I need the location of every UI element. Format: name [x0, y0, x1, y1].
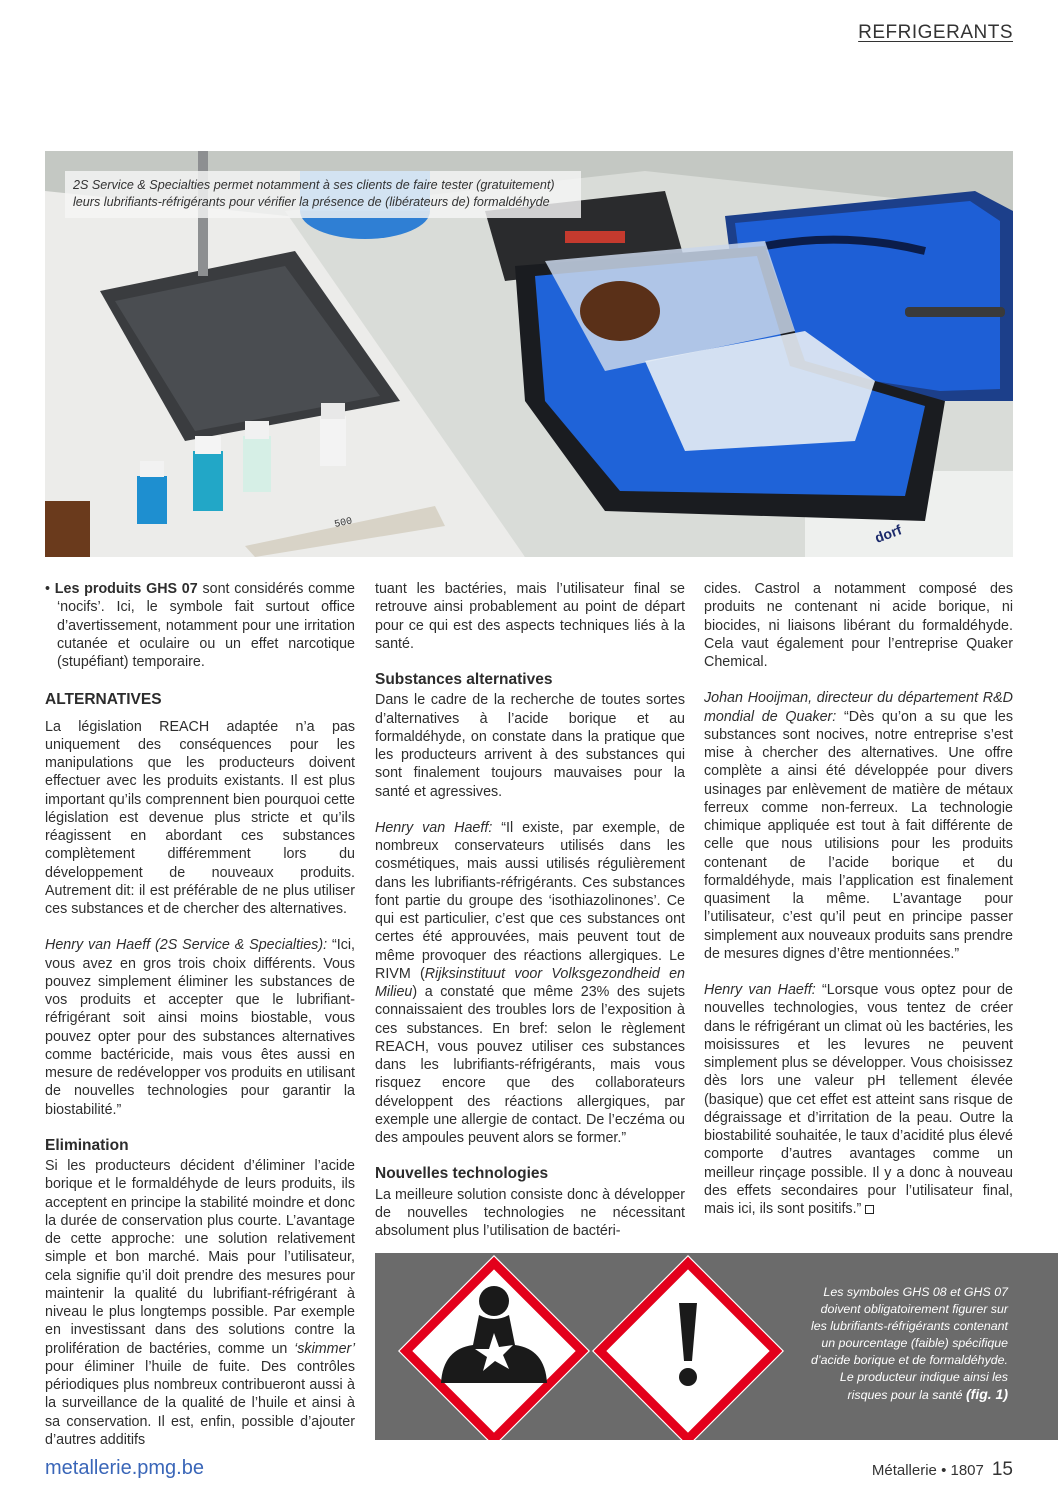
heading-alternatives: ALTERNATIVES [45, 691, 162, 709]
quote-paragraph [375, 819, 685, 1148]
quote-speaker: Henry van Haeff: [704, 982, 816, 998]
health-hazard-icon [398, 1255, 590, 1440]
quote-speaker: Henry van Haeff: [375, 819, 493, 836]
exclamation-mark-icon [592, 1255, 784, 1440]
box-brand-label: dorf [872, 521, 904, 546]
paragraph-part: pour éliminer l’huile de fuite. Des contrôles périodiques plus nombreux contribueront aussi à la surveillance de la qualité de l’huile et ainsi à sa conservation. Il est, enfin, possible d’ajouter d’autres additifs [45, 1358, 355, 1448]
ghs-caption [803, 1284, 1008, 1404]
heading-elimination: Elimination [45, 1136, 129, 1154]
quote-paragraph [45, 936, 355, 1119]
paragraph-part: Si les producteurs décident d’éliminer l’acide borique et le formaldéhyde de leurs produits, ils acceptent en principe la stabilité moindre et donc la durée de conservation plus courte. L’avantage de cette approche: une solution relativement simple et bon marché. Mais pour l’utilisateur, cela signifie qu’il doit prendre des mesures pour maintenir la qualité du lubrifiant-réfrigérant à niveau le plus longtemps possible. Par exemple en investissant dans des solutions contre la prolifération de bactéries, comme un [45, 1158, 355, 1357]
lab-photo [45, 151, 1013, 557]
footer-issue [872, 1459, 1013, 1481]
quote-paragraph [704, 981, 1013, 1218]
quote-text: “Ici, vous avez en gros trois choix différents. Vous pouvez simplement éliminer les substances de vos produits et accepter que le lubrifiant-réfrigérant soit ainsi moins biostable, vous pouvez opter pour des substances alternatives comme bactéricide, mais vous êtes aussi en mesure de redévelopper vos produits en utilisant de nouvelles technologies pour garantir la biostabilité.” [45, 937, 355, 1118]
quote-paragraph [704, 689, 1013, 963]
ghs07-bullet: • Les produits GHS 07 sont considérés comme ‘nocifs’. Ici, le symbole fait surtout office d’avertissement, notamment pour une irritation cutanée et oculaire ou un effet narcotique (stupéfiant) temporaire. [45, 581, 355, 670]
text-column-2 [375, 580, 685, 1258]
ghs-caption-text: Les symboles GHS 08 et GHS 07 doivent obligatoirement figurer sur les lubrifiants-réfrigérants contenant un pourcentage (faible) spécifique d’acide borique et de formaldéhyde. Le producteur indique ainsi les risques pour la santé [810, 1285, 1008, 1402]
paragraph: cides. Castrol a notamment composé des produits ne contenant ni acide borique, ni biocides, ni liaisons libérant du formaldéhyde. Cela vaut également pour l’entreprise Quaker Chemical. [704, 581, 1013, 670]
bullet-bold-text: Les produits GHS 07 [54, 581, 198, 597]
section-label: REFRIGERANTS [858, 22, 1013, 43]
paragraph: tuant les bactéries, mais l’utilisateur final se retrouve ainsi probablement au point de départ pour ce qui est des aspects techniques liés à la santé. [375, 581, 685, 652]
pipette-display: 500 [333, 516, 354, 531]
text-column-3 [704, 580, 1013, 1236]
quote-text: “Dès qu’on a su que les substances sont nocives, notre entreprise s’est mise à chercher des alternatives. Une offre complète a ainsi été développée pour divers usinages par enlèvement de matière de métaux ferreux comme non-ferreux. La technologie chimique appliquée est tout à fait différente de celle que nous utilisions pour les produits contenant de l’acide borique et du formaldéhyde, mais l’application est finalement quasiment la même. L’avantage pour l’utilisateur, c’est qu’il peut en principe passer simplement aux nouveaux produits sans prendre de mesures dignes d’être mentionnées.” [704, 708, 1013, 962]
paragraph [45, 1157, 355, 1449]
photo-caption: 2S Service & Specialties permet notamment à ses clients de faire tester (gratuitement) leurs lubrifiants-réfrigérants pour vérifier la présence de (libérateurs de) formaldéhyde [65, 171, 581, 218]
quote-speaker: Johan Hooijman, directeur du département R&D mondial de Quaker: [704, 690, 1013, 725]
quote-text: ) a constaté que même 23% des sujets connaissaient des troubles lors de l’exposition à ces substances. En bref: selon le règlement REACH, vous pouvez utiliser ces substances dans les lubrifiants-réfrigérants, mais vous risquez encore que des collaborateurs développent des réactions allergiques, par exemple une allergie de contact. De l’eczéma ou des ampoules peuvent alors se former.” [375, 984, 685, 1146]
figure-label: (fig. 1) [966, 1386, 1008, 1402]
paragraph: Dans le cadre de la recherche de toutes sortes d’alternatives à l’acide borique et au formaldéhyde, on constate dans la pratique que les producteurs arrivent à des substances qui sont finalement toujours mauvaises pour la santé et agressives. [375, 692, 685, 800]
paragraph: La meilleure solution consiste donc à développer de nouvelles technologies ne nécessitant absolument plus l’utilisation de bactéri- [375, 1186, 685, 1239]
bullet-text: sont considérés comme ‘nocifs’. Ici, le symbole fait surtout office d’avertissement, notamment pour une irritation cutanée et oculaire ou un effet narcotique (stupéfiant) temporaire. [57, 581, 355, 670]
text-column-1 [45, 580, 355, 1467]
footer-url-link[interactable]: metallerie.pmg.be [45, 1457, 204, 1479]
quote-text: “Il existe, par exemple, de nombreux conservateurs utilisés dans les cosmétiques, mais aussi utilisés régulièrement dans les lubrifiants-réfrigérants. Ces substances font partie du groupe des ‘isothiazolinones’. Ce qui est particulier, c’est que ces substances ont certes été approuvées, mais peuvent tout de même provoquer des réactions allergiques. Le RIVM ( [375, 819, 685, 982]
heading-substances-alternatives: Substances alternatives [375, 671, 553, 688]
heading-nouvelles-technologies: Nouvelles technologies [375, 1165, 549, 1183]
issue-label: Métallerie • 1807 [871, 1462, 984, 1479]
paragraph: La législation REACH adaptée n’a pas uniquement des conséquences pour les manipulations que les producteurs doivent effectuer avec les produits existants. Il est plus important qu’ils comprennent bien pourquoi cette législation est devenue plus stricte et qu’ils réagissent en abordant ces substances complètement différemment lors du développement de nouveaux produits. Autrement dit: il est préférable de ne plus utiliser ces substances et de chercher des alternatives. [45, 718, 355, 917]
quote-speaker: Henry van Haeff (2S Service & Specialties): [45, 937, 328, 954]
paragraph-emphasis: ‘skimmer’ [294, 1340, 355, 1357]
quote-text: “Lorsque vous optez pour de nouvelles technologies, vous tentez de créer dans le réfrigérant un climat où les bactéries, les moisissures et les levures ne peuvent simplement plus se développer. Vous choisissez dès lors une valeur pH tellement élevée (basique) que cet effet est atteint sans risque de dégraissage et d’irritation de la peau. Outre la biostabilité souhaitée, le taux d’acidité plus élevé comporte d’autres avantages comme un meilleur rinçage possible. Il y a donc à nouveau des effets secondaires pour l’utilisateur final, mais ici, ils sont positifs.” [704, 982, 1013, 1217]
quote-emphasis: Rijksinstituut voor Volksgezondheid en Milieu [375, 965, 685, 1000]
page-number: 15 [991, 1459, 1013, 1480]
end-of-article-icon [865, 1205, 874, 1214]
